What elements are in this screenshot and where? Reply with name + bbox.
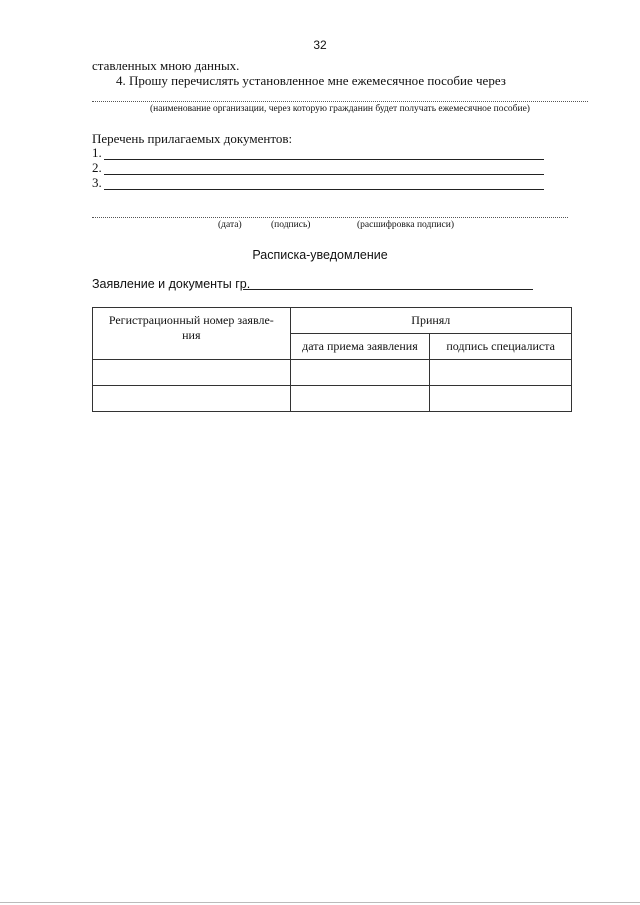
acceptance-date-header: дата приема заявления [290, 334, 430, 360]
table-cell [290, 386, 430, 412]
table-row [93, 386, 572, 412]
signature-caption: (подпись) [271, 220, 311, 230]
receipt-line-label: Заявление и документы гр. [92, 277, 251, 291]
continuation-text: ставленных мною данных. [92, 58, 240, 73]
signature-blank-line [92, 217, 568, 218]
applicant-name-line [243, 289, 533, 290]
receipt-table [92, 307, 572, 412]
documents-heading: Перечень прилагаемых документов: [92, 131, 293, 146]
document-item-1-line [104, 159, 544, 160]
document-item-3-line [104, 189, 544, 190]
registration-number-header: Регистрационный номер заявле- ния [93, 308, 291, 360]
accepted-header: Принял [290, 308, 571, 334]
table-row [93, 360, 572, 386]
date-caption: (дата) [218, 220, 242, 230]
page-number: 32 [313, 38, 327, 52]
table-cell [93, 360, 291, 386]
table-cell [430, 386, 572, 412]
document-item-3-number: 3. [92, 175, 102, 190]
organization-blank-line [92, 101, 588, 102]
signature-decode-caption: (расшифровка подписи) [357, 220, 454, 230]
item-4-text: 4. Прошу перечислять установленное мне ежемесячное пособие через [116, 73, 506, 88]
organization-caption: (наименование организации, через которую гражданин будет получать ежемесячное пособие) [150, 104, 530, 114]
page-bottom-edge [0, 902, 640, 903]
receipt-title: Расписка-уведомление [252, 248, 388, 262]
table-cell [93, 386, 291, 412]
table-cell [430, 360, 572, 386]
document-item-2-line [104, 174, 544, 175]
table-cell [290, 360, 430, 386]
specialist-signature-header: подпись специалиста [430, 334, 572, 360]
document-item-2-number: 2. [92, 160, 102, 175]
document-item-1-number: 1. [92, 145, 102, 160]
